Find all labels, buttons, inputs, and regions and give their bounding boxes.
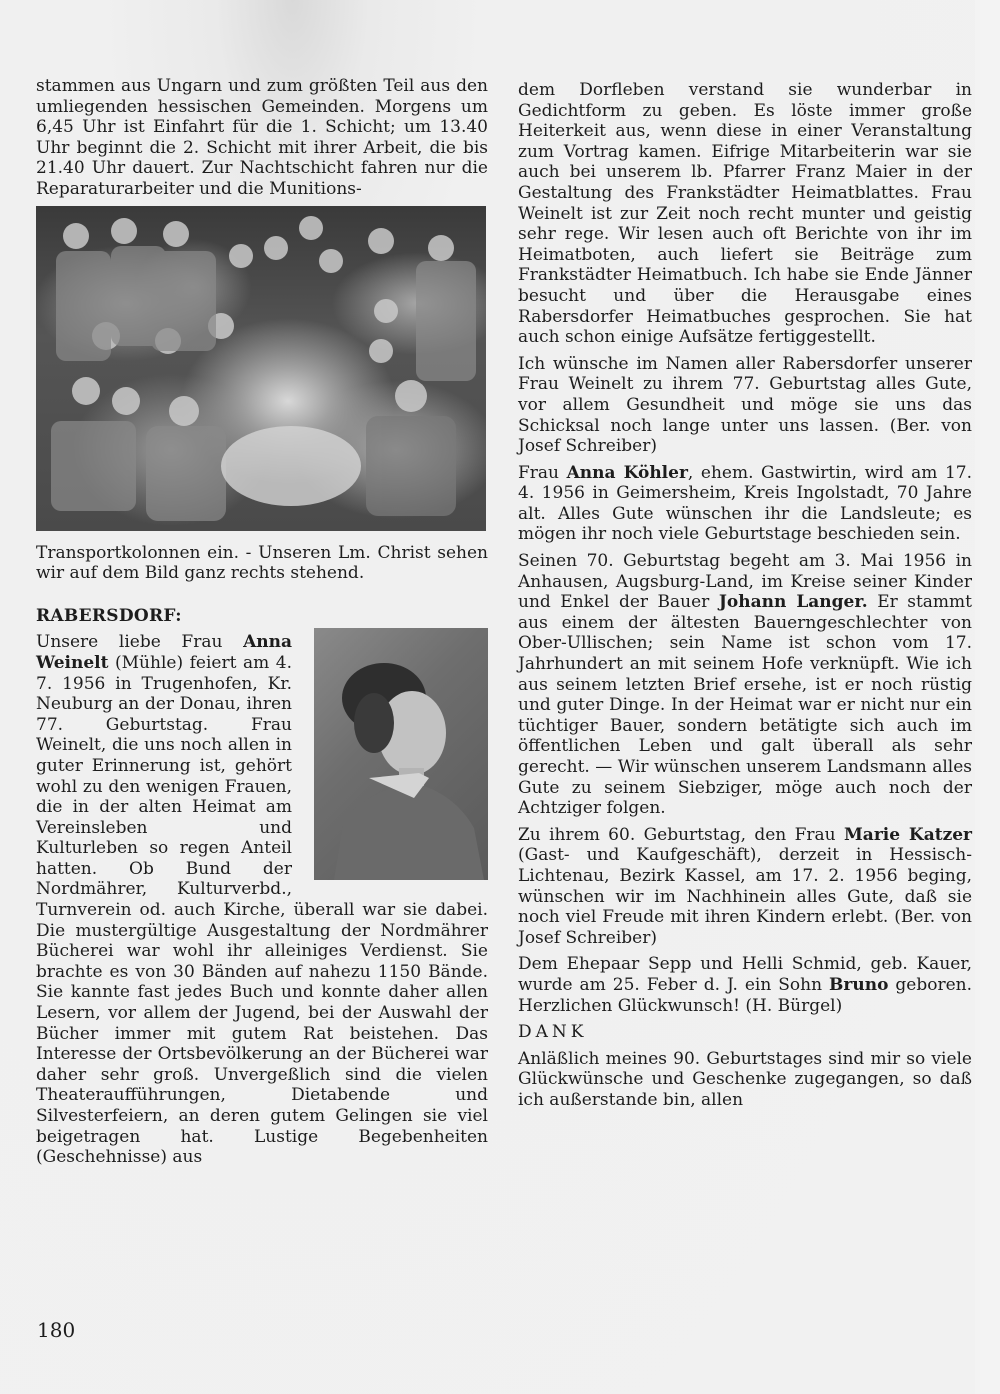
name-bruno: Bruno [829,974,889,995]
miners-group-photo [36,206,486,531]
intro-paragraph: stammen aus Ungarn und zum größten Teil aus den umliegenden hessischen Gemeinden. Morgens um 6,45 Uhr ist Einfahrt für die 1. Schicht; um 13.40 Uhr beginnt die 2. Schicht mit ihrer Arbeit, die bis 21.40 Uhr dauert. Zur Nachtschicht fahren nur die Reparaturarbeiter und die Munitions- [36,76,488,199]
portrait-illustration [314,628,488,880]
name-anna-weinelt: Anna Weinelt [36,632,292,673]
group-photo-illustration [36,206,486,531]
right-column [518,80,972,1111]
katzer-paragraph: Zu ihrem 60. Geburtstag, den Frau Marie Katzer (Gast- und Kaufgeschäft), derzeit in Hessisch-Lichtenau, Bezirk Kassel, am 17. 2. 1956 beging, wünschen wir im Nachhinein alles Gute, daß sie noch viel Freude mit ihren Kindern erlebt. (Ber. von Josef Schreiber) [518,824,972,948]
photo-caption: Transportkolonnen ein. - Unseren Lm. Christ sehen wir auf dem Bild ganz rechts stehend. [36,542,488,584]
dank-paragraph: Anläßlich meines 90. Geburtstages sind mir so viele Glückwünsche und Geschenke zugegangen, so daß ich außerstande bin, allen [518,1048,972,1110]
name-anna-koehler: Anna Köhler [566,462,688,483]
schmid-paragraph: Dem Ehepaar Sepp und Helli Schmid, geb. Kauer, wurde am 25. Feber d. J. ein Sohn Bruno geboren. Herzlichen Glückwunsch! (H. Bürgel) [518,954,972,1016]
anna-weinelt-portrait-photo [314,628,488,880]
weinelt-paragraph: Unsere liebe Frau Anna Weinelt (Mühle) feiert am 4. 7. 1956 in Trugenhofen, Kr. Neuburg an der Donau, ihren 77. Geburtstag. Frau Weinelt, die uns noch allen in guter Erinnerung ist, gehört wohl zu den wenigen Frauen, die in der alten Heimat am Vereinsleben und Kulturleben so regen Anteil hatten. Ob Bund der Nordmährer, Kulturverbd., Turnverein od. auch Kirche, überall war sie dabei. Die mustergültige Ausgestaltung der Nordmährer Bücherei war wohl ihr alleiniges Verdienst. Sie brachte es von 30 Bänden auf nahezu 1150 Bände. Sie kannte fast jedes Buch und konnte daher allen Lesern, vor allem der Jugend, bei der Auswahl der Bücher immer mit gutem Rat beistehen. Das Interesse der Ortsbevölkerung an der Bücherei war daher sehr groß. Unvergeßlich sind die vielen Theateraufführungen, Dietabende und Silvesterfeiern, an deren gutem Gelingen sie viel beigetragen hat. Lustige Begebenheiten (Geschehnisse) aus [36,632,488,1168]
koehler-paragraph: Frau Anna Köhler, ehem. Gastwirtin, wird am 17. 4. 1956 in Geimersheim, Kreis Ingolstadt, 70 Jahre alt. Alles Gute wünschen ihr die Landsleute; es mögen ihr noch viele Geburtstage beschieden sein. [518,462,973,545]
portrait-container [304,628,488,888]
dank-heading: DANK [518,1022,588,1043]
wish-paragraph: Ich wünsche im Namen aller Rabersdorfer unserer Frau Weinelt zu ihrem 77. Geburtstag alles Gute, vor allem Gesundheit und möge sie uns das Schicksal noch lange unter uns lassen. (Ber. von Josef Schreiber) [518,353,972,457]
name-johann-langer: Johann Langer. [718,592,868,613]
name-marie-katzer: Marie Katzer [843,824,972,845]
langer-paragraph: Seinen 70. Geburtstag begeht am 3. Mai 1956 in Anhausen, Augsburg-Land, im Kreise seiner Kinder und Enkel der Bauer Johann Langer. Er stammt aus einem der ältesten Bauerngeschlechter von Ober-Ullischen; sein Name ist schon vom 17. Jahrhundert an mit seinem Hofe verknüpft. Wie ich aus seinem letzten Brief ersehe, ist er noch rüstig und guter Dinge. In der Heimat war er nicht nur ein tüchtiger Bauer, sondern betätigte sich auch im öffentlichen Leben und galt überall als sehr gerecht. — Wir wünschen unserem Landsmann alles Gute zu seinem Siebziger, möge auch noch der Achtziger folgen. [518,551,973,819]
page-number: 180 [37,1318,76,1342]
section-heading-rabersdorf: RABERSDORF: [36,605,182,626]
left-column [36,76,488,1168]
weinelt-continued-paragraph: dem Dorfleben verstand sie wunderbar in Gedichtform zu geben. Es löste immer große Heiterkeit aus, wenn diese in einer Veranstaltung zum Vortrag kamen. Eifrige Mitarbeiterin war sie auch bei unserem lb. Pfarrer Franz Maier in der Gestaltung des Frankstädter Heimatblattes. Frau Weinelt ist zur Zeit noch recht munter und geistig sehr rege. Wir lesen auch oft Berichte von ihr im Heimatboten, auch liefert sie Beiträge zum Frankstädter Heimatbuch. Ich habe sie Ende Jänner besucht und über die Herausgabe eines Rabersdorfer Heimatbuches gesprochen. Sie hat auch schon einige Aufsätze fertiggestellt. [518,80,972,348]
